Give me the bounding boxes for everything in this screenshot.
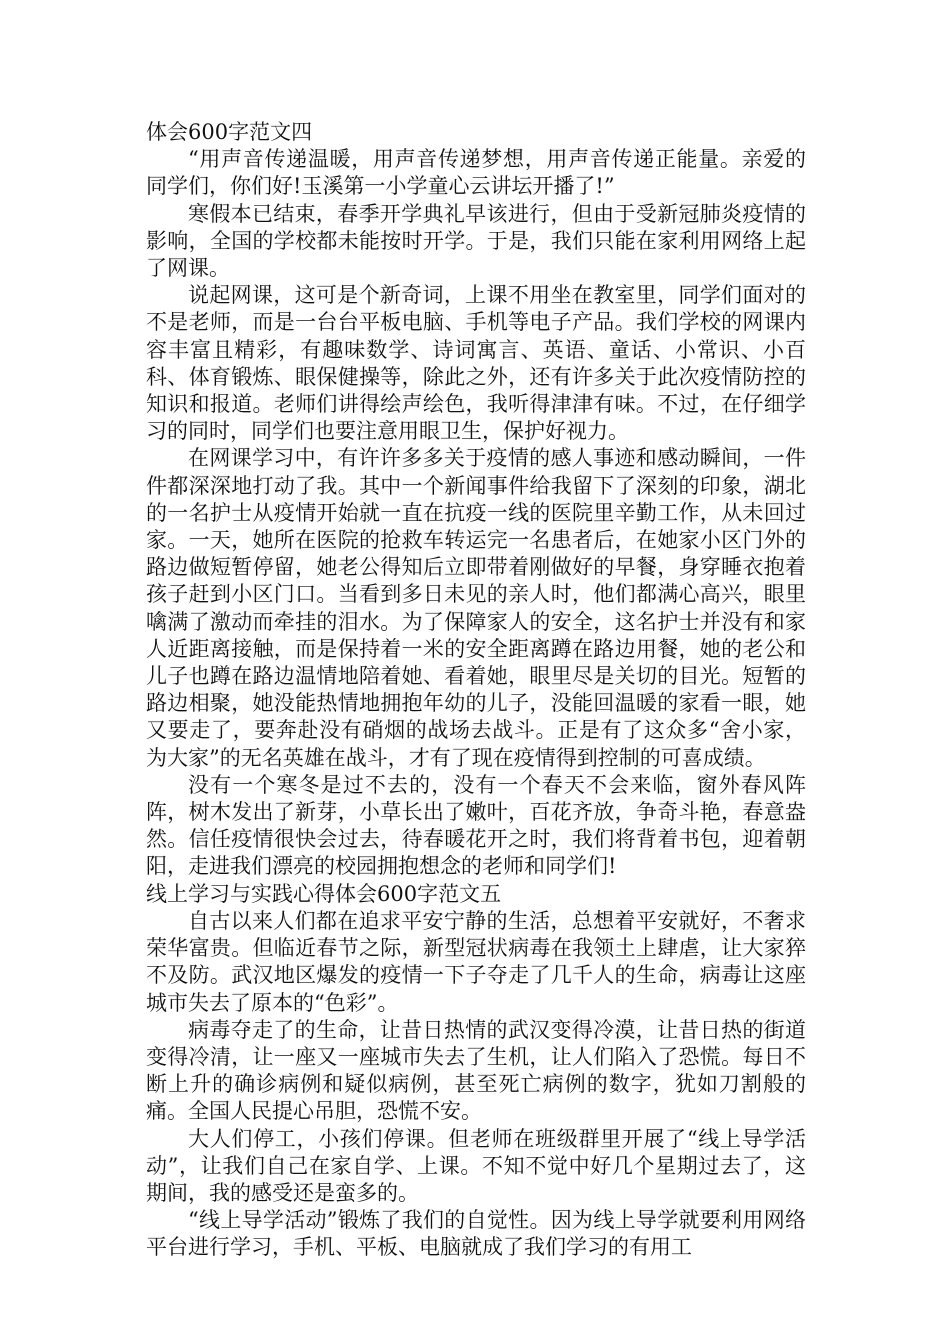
paragraph: 大人们停工，小孩们停课。但老师在班级群里开展了“线上导学活动”，让我们自己在家自学、上课。不知不觉中好几个星期过去了，这期间，我的感受还是蛮多的。 (146, 1126, 806, 1205)
paragraph: “线上导学活动”锻炼了我们的自觉性。因为线上导学就要利用网络平台进行学习，手机、平板、电脑就成了我们学习的有用工 (146, 1208, 806, 1260)
paragraph: 在网课学习中，有许许多多关于疫情的感人事迹和感动瞬间，一件件都深深地打动了我。其中一个新闻事件给我留下了深刻的印象，湖北的一名护士从疫情开始就一直在抗疫一线的医院里辛勤工作，从未回过家。一天，她所在医院的抢救车转运完一名患者后，在她家小区门外的路边做短暂停留，她老公得知后立即带着刚做好的早餐，身穿睡衣抱着孩子赶到小区门口。当看到多日未见的亲人时，他们都满心高兴，眼里噙满了激动而牵挂的泪水。为了保障家人的安全，这名护士并没有和家人近距离接触，而是保持着一米的安全距离蹲在路边用餐，她的老公和儿子也蹲在路边温情地陪着她、看着她，眼里尽是关切的目光。短暂的路边相聚，她没能热情地拥抱年幼的儿子，没能回温暖的家看一眼，她又要走了，要奔赴没有硝烟的战场去战斗。正是有了这众多“舍小家，为大家”的无名英雄在战斗，才有了现在疫情得到控制的可喜成绩。 (146, 446, 806, 770)
paragraph: 没有一个寒冬是过不去的，没有一个春天不会来临，窗外春风阵阵，树木发出了新芽，小草长出了嫩叶，百花齐放，争奇斗艳，春意盎然。信任疫情很快会过去，待春暖花开之时，我们将背着书包，迎着朝阳，走进我们漂亮的校园拥抱想念的老师和同学们! (146, 772, 806, 879)
paragraph: 病毒夺走了的生命，让昔日热情的武汉变得冷漠，让昔日热的街道变得冷清，让一座又一座城市失去了生机，让人们陷入了恐慌。每日不断上升的确诊病例和疑似病例，甚至死亡病例的数字，犹如刀割般的痛。全国人民提心吊胆，恐慌不安。 (146, 1017, 806, 1124)
paragraph: 自古以来人们都在追求平安宁静的生活，总想着平安就好，不奢求荣华富贵。但临近春节之际，新型冠状病毒在我领土上肆虐，让大家猝不及防。武汉地区爆发的疫情一下子夺走了几千人的生命，病毒让这座城市失去了原本的“色彩”。 (146, 908, 806, 1015)
section-heading-five: 线上学习与实践心得体会600字范文五 (146, 881, 502, 906)
section-heading-four: 体会600字范文四 (146, 120, 313, 144)
paragraph: “用声音传递温暖，用声音传递梦想，用声音传递正能量。亲爱的同学们，你们好!玉溪第一小学童心云讲坛开播了!” (146, 147, 806, 199)
document-body (146, 119, 806, 1262)
paragraph: 寒假本已结束，春季开学典礼早该进行，但由于受新冠肺炎疫情的影响，全国的学校都未能按时开学。于是，我们只能在家利用网络上起了网课。 (146, 201, 806, 281)
paragraph: 说起网课，这可是个新奇词，上课不用坐在教室里，同学们面对的不是老师，而是一台台平板电脑、手机等电子产品。我们学校的网课内容丰富且精彩，有趣味数学、诗词寓言、英语、童话、小常识、小百科、体育锻炼、眼保健操等，除此之外，还有许多关于此次疫情防控的知识和报道。老师们讲得绘声绘色，我听得津津有味。不过，在仔细学习的同时，同学们也要注意用眼卫生，保护好视力。 (146, 283, 806, 444)
